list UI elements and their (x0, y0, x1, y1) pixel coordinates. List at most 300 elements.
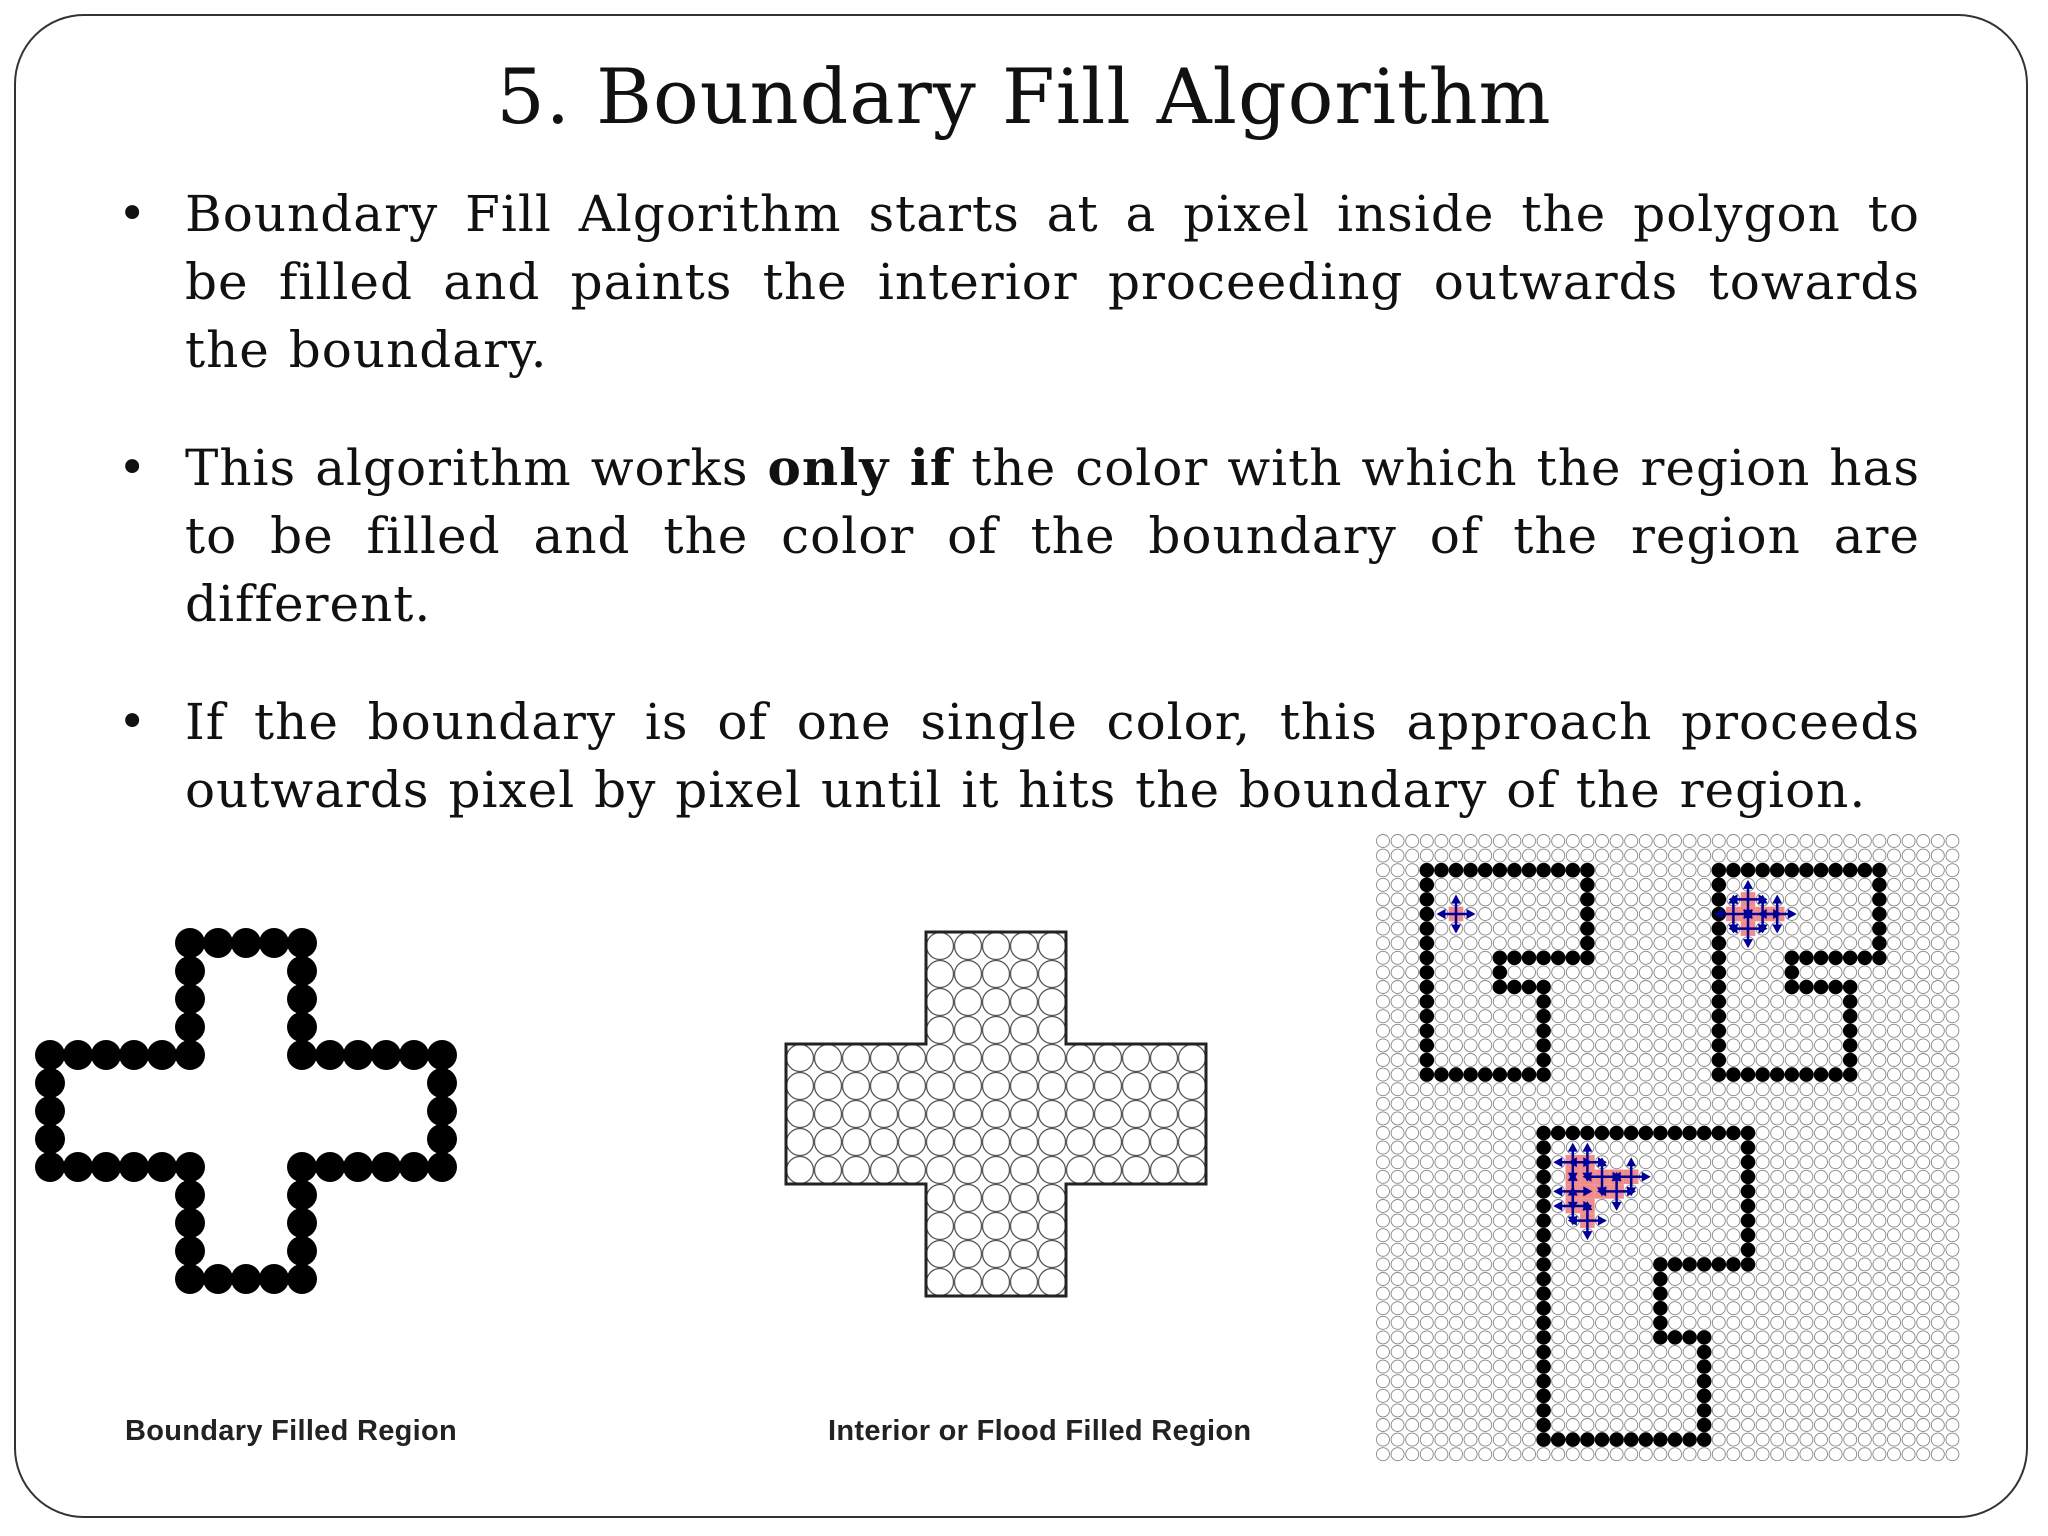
grid-empty-circle (1450, 1448, 1463, 1461)
grid-empty-circle (1712, 1419, 1725, 1432)
grid-empty-circle (1829, 1112, 1842, 1125)
grid-empty-circle (1669, 995, 1682, 1008)
grid-boundary-dot (1828, 980, 1843, 995)
grid-boundary-dot (1420, 1024, 1435, 1039)
flood-circle (1095, 1101, 1122, 1128)
grid-empty-circle (1377, 1331, 1390, 1344)
grid-empty-circle (1858, 1054, 1871, 1067)
grid-empty-circle (1596, 1229, 1609, 1242)
grid-empty-circle (1596, 1360, 1609, 1373)
grid-empty-circle (1669, 1200, 1682, 1213)
grid-empty-circle (1669, 951, 1682, 964)
grid-empty-circle (1406, 1112, 1419, 1125)
grid-empty-circle (1946, 1010, 1959, 1023)
grid-empty-circle (1785, 1258, 1798, 1271)
flood-circle (787, 1129, 814, 1156)
grid-empty-circle (1931, 966, 1944, 979)
grid-empty-circle (1639, 981, 1652, 994)
grid-empty-circle (1596, 981, 1609, 994)
flood-circle (1151, 1129, 1178, 1156)
grid-empty-circle (1625, 1404, 1638, 1417)
grid-empty-circle (1844, 1360, 1857, 1373)
grid-empty-circle (1931, 1010, 1944, 1023)
grid-empty-circle (1639, 1302, 1652, 1315)
grid-empty-circle (1435, 1054, 1448, 1067)
grid-empty-circle (1931, 1243, 1944, 1256)
grid-empty-circle (1537, 849, 1550, 862)
grid-empty-circle (1742, 1360, 1755, 1373)
arrow-head (1467, 909, 1476, 919)
flood-circle (1039, 989, 1066, 1016)
grid-empty-circle (1829, 1024, 1842, 1037)
grid-empty-circle (1377, 1054, 1390, 1067)
grid-empty-circle (1815, 1127, 1828, 1140)
flood-circle (927, 989, 954, 1016)
grid-empty-circle (1610, 1083, 1623, 1096)
grid-empty-circle (1391, 1375, 1404, 1388)
flood-circle (1011, 933, 1038, 960)
grid-empty-circle (1625, 1302, 1638, 1315)
grid-empty-circle (1391, 1170, 1404, 1183)
grid-empty-circle (1727, 966, 1740, 979)
grid-empty-circle (1829, 893, 1842, 906)
grid-empty-circle (1698, 1141, 1711, 1154)
flood-circle (983, 1269, 1010, 1296)
flood-circle (1011, 1241, 1038, 1268)
grid-empty-circle (1639, 908, 1652, 921)
grid-empty-circle (1523, 1243, 1536, 1256)
grid-boundary-dot (1712, 1053, 1727, 1068)
grid-boundary-dot (1872, 907, 1887, 922)
grid-boundary-dot (1536, 994, 1551, 1009)
flood-circle (1011, 1073, 1038, 1100)
grid-empty-circle (1581, 1258, 1594, 1271)
grid-empty-circle (1450, 1389, 1463, 1402)
grid-empty-circle (1479, 1273, 1492, 1286)
grid-empty-circle (1450, 1302, 1463, 1315)
grid-empty-circle (1639, 1360, 1652, 1373)
flood-circle (871, 1073, 898, 1100)
grid-empty-circle (1888, 1389, 1901, 1402)
grid-empty-circle (1435, 893, 1448, 906)
grid-empty-circle (1625, 1419, 1638, 1432)
grid-empty-circle (1931, 1419, 1944, 1432)
grid-empty-circle (1829, 1375, 1842, 1388)
grid-empty-circle (1946, 1083, 1959, 1096)
grid-empty-circle (1858, 1346, 1871, 1359)
grid-empty-circle (1844, 1214, 1857, 1227)
grid-empty-circle (1596, 1010, 1609, 1023)
grid-empty-circle (1815, 1141, 1828, 1154)
grid-empty-circle (1625, 1448, 1638, 1461)
bullet-text: If the boundary is of one single color, this approach proceeds outwards pixel by pixel until it hits the boundary of the region. (185, 693, 1920, 819)
grid-empty-circle (1610, 1316, 1623, 1329)
grid-empty-circle (1596, 1200, 1609, 1213)
grid-empty-circle (1712, 1346, 1725, 1359)
grid-empty-circle (1377, 1360, 1390, 1373)
grid-empty-circle (1902, 1010, 1915, 1023)
grid-empty-circle (1493, 1243, 1506, 1256)
grid-boundary-dot (1551, 1126, 1566, 1141)
grid-empty-circle (1669, 908, 1682, 921)
grid-empty-circle (1712, 1185, 1725, 1198)
grid-empty-circle (1464, 1316, 1477, 1329)
grid-empty-circle (1683, 849, 1696, 862)
grid-empty-circle (1829, 1316, 1842, 1329)
grid-empty-circle (1771, 1331, 1784, 1344)
grid-empty-circle (1377, 1170, 1390, 1183)
grid-empty-circle (1654, 849, 1667, 862)
grid-empty-circle (1479, 1024, 1492, 1037)
grid-empty-circle (1917, 849, 1930, 862)
grid-empty-circle (1435, 1024, 1448, 1037)
grid-empty-circle (1391, 1360, 1404, 1373)
grid-empty-circle (1800, 1229, 1813, 1242)
grid-empty-circle (1493, 1389, 1506, 1402)
grid-empty-circle (1815, 1346, 1828, 1359)
grid-empty-circle (1946, 1214, 1959, 1227)
grid-empty-circle (1654, 1360, 1667, 1373)
grid-empty-circle (1844, 1097, 1857, 1110)
grid-boundary-dot (1536, 1272, 1551, 1287)
grid-boundary-dot (1580, 907, 1595, 922)
grid-empty-circle (1844, 1112, 1857, 1125)
flood-circle (955, 1045, 982, 1072)
grid-empty-circle (1683, 1200, 1696, 1213)
grid-boundary-dot (1536, 980, 1551, 995)
grid-empty-circle (1771, 981, 1784, 994)
grid-empty-circle (1946, 1170, 1959, 1183)
grid-empty-circle (1377, 1389, 1390, 1402)
grid-empty-circle (1508, 1419, 1521, 1432)
grid-empty-circle (1596, 893, 1609, 906)
grid-empty-circle (1537, 1448, 1550, 1461)
grid-boundary-dot (1536, 1359, 1551, 1374)
grid-empty-circle (1931, 1302, 1944, 1315)
flood-circle (787, 1073, 814, 1100)
grid-empty-circle (1537, 922, 1550, 935)
grid-empty-circle (1610, 1389, 1623, 1402)
grid-boundary-dot (1814, 980, 1829, 995)
grid-empty-circle (1727, 1112, 1740, 1125)
grid-empty-circle (1566, 908, 1579, 921)
grid-empty-circle (1406, 937, 1419, 950)
grid-empty-circle (1493, 1316, 1506, 1329)
grid-empty-circle (1377, 1258, 1390, 1271)
grid-empty-circle (1756, 1346, 1769, 1359)
grid-empty-circle (1829, 1404, 1842, 1417)
grid-empty-circle (1391, 1097, 1404, 1110)
grid-empty-circle (1391, 1316, 1404, 1329)
grid-empty-circle (1391, 1448, 1404, 1461)
grid-empty-circle (1771, 1243, 1784, 1256)
grid-empty-circle (1420, 1112, 1433, 1125)
grid-empty-circle (1888, 908, 1901, 921)
grid-empty-circle (1523, 1156, 1536, 1169)
grid-empty-circle (1479, 995, 1492, 1008)
grid-boundary-dot (1536, 1286, 1551, 1301)
grid-empty-circle (1479, 981, 1492, 994)
grid-empty-circle (1902, 1433, 1915, 1446)
grid-empty-circle (1581, 1243, 1594, 1256)
boundary-dot (287, 1040, 317, 1070)
flood-circle (927, 1213, 954, 1240)
grid-empty-circle (1785, 1316, 1798, 1329)
grid-empty-circle (1815, 1039, 1828, 1052)
flood-circle (1095, 1045, 1122, 1072)
grid-empty-circle (1508, 1331, 1521, 1344)
grid-empty-circle (1450, 1331, 1463, 1344)
grid-empty-circle (1596, 835, 1609, 848)
grid-empty-circle (1464, 937, 1477, 950)
grid-boundary-dot (1668, 1257, 1683, 1272)
grid-empty-circle (1669, 835, 1682, 848)
grid-empty-circle (1698, 1039, 1711, 1052)
grid-empty-circle (1888, 937, 1901, 950)
grid-empty-circle (1377, 1010, 1390, 1023)
grid-empty-circle (1815, 1170, 1828, 1183)
flood-circle (871, 1157, 898, 1184)
grid-empty-circle (1639, 1185, 1652, 1198)
grid-empty-circle (1450, 966, 1463, 979)
flood-circle (899, 1045, 926, 1072)
grid-empty-circle (1902, 1331, 1915, 1344)
grid-empty-circle (1523, 1185, 1536, 1198)
grid-empty-circle (1552, 966, 1565, 979)
flood-circle (983, 1073, 1010, 1100)
bullet-dot: • (118, 694, 147, 750)
grid-boundary-dot (1551, 1432, 1566, 1447)
grid-empty-circle (1479, 1214, 1492, 1227)
grid-empty-circle (1391, 1258, 1404, 1271)
grid-empty-circle (1377, 1273, 1390, 1286)
grid-empty-circle (1523, 1258, 1536, 1271)
grid-empty-circle (1771, 1346, 1784, 1359)
grid-empty-circle (1406, 1243, 1419, 1256)
grid-empty-circle (1464, 1360, 1477, 1373)
grid-empty-circle (1537, 1112, 1550, 1125)
grid-empty-circle (1435, 1156, 1448, 1169)
grid-boundary-dot (1536, 1024, 1551, 1039)
grid-empty-circle (1523, 1433, 1536, 1446)
flood-circle (983, 989, 1010, 1016)
grid-boundary-dot (1682, 1126, 1697, 1141)
grid-empty-circle (1844, 1170, 1857, 1183)
grid-empty-circle (1785, 995, 1798, 1008)
grid-empty-circle (1479, 878, 1492, 891)
grid-empty-circle (1771, 1375, 1784, 1388)
grid-empty-circle (1391, 922, 1404, 935)
grid-empty-circle (1917, 1200, 1930, 1213)
grid-empty-circle (1552, 1404, 1565, 1417)
grid-empty-circle (1464, 835, 1477, 848)
grid-empty-circle (1917, 1360, 1930, 1373)
grid-empty-circle (1391, 1039, 1404, 1052)
flood-circle (1095, 1073, 1122, 1100)
grid-empty-circle (1800, 1083, 1813, 1096)
grid-empty-circle (1902, 1389, 1915, 1402)
grid-boundary-dot (1507, 980, 1522, 995)
grid-empty-circle (1946, 922, 1959, 935)
grid-empty-circle (1946, 893, 1959, 906)
grid-empty-circle (1493, 1404, 1506, 1417)
grid-empty-circle (1873, 1229, 1886, 1242)
grid-empty-circle (1727, 995, 1740, 1008)
grid-empty-circle (1727, 1346, 1740, 1359)
grid-empty-circle (1946, 1068, 1959, 1081)
grid-empty-circle (1552, 995, 1565, 1008)
grid-empty-circle (1552, 1112, 1565, 1125)
grid-empty-circle (1669, 1068, 1682, 1081)
grid-empty-circle (1508, 1039, 1521, 1052)
grid-empty-circle (1785, 1433, 1798, 1446)
grid-empty-circle (1508, 1302, 1521, 1315)
grid-empty-circle (1888, 864, 1901, 877)
grid-empty-circle (1815, 966, 1828, 979)
grid-boundary-dot (1843, 863, 1858, 878)
grid-empty-circle (1800, 1054, 1813, 1067)
grid-empty-circle (1625, 1141, 1638, 1154)
grid-empty-circle (1596, 1054, 1609, 1067)
grid-empty-circle (1756, 966, 1769, 979)
grid-empty-circle (1610, 1448, 1623, 1461)
grid-empty-circle (1391, 1346, 1404, 1359)
grid-boundary-dot (1478, 863, 1493, 878)
grid-empty-circle (1756, 1287, 1769, 1300)
grid-empty-circle (1639, 922, 1652, 935)
grid-boundary-dot (1741, 1243, 1756, 1258)
grid-boundary-dot (1653, 1257, 1668, 1272)
grid-empty-circle (1654, 1404, 1667, 1417)
grid-empty-circle (1479, 1316, 1492, 1329)
grid-empty-circle (1406, 1389, 1419, 1402)
grid-empty-circle (1742, 1083, 1755, 1096)
grid-empty-circle (1669, 1316, 1682, 1329)
grid-boundary-dot (1799, 951, 1814, 966)
grid-empty-circle (1917, 1258, 1930, 1271)
grid-empty-circle (1858, 1097, 1871, 1110)
grid-empty-circle (1537, 878, 1550, 891)
grid-boundary-dot (1697, 1330, 1712, 1345)
grid-empty-circle (1406, 1185, 1419, 1198)
grid-empty-circle (1917, 922, 1930, 935)
grid-boundary-dot (1536, 1330, 1551, 1345)
grid-empty-circle (1479, 835, 1492, 848)
arrow-head (1582, 1143, 1592, 1152)
grid-empty-circle (1698, 1287, 1711, 1300)
grid-empty-circle (1742, 849, 1755, 862)
grid-empty-circle (1508, 1141, 1521, 1154)
grid-empty-circle (1508, 1054, 1521, 1067)
grid-empty-circle (1785, 1054, 1798, 1067)
boundary-dot (427, 1152, 457, 1182)
boundary-dot (427, 1124, 457, 1154)
grid-boundary-dot (1785, 965, 1800, 980)
grid-empty-circle (1420, 1404, 1433, 1417)
grid-empty-circle (1683, 1419, 1696, 1432)
grid-empty-circle (1654, 1214, 1667, 1227)
grid-empty-circle (1566, 849, 1579, 862)
grid-empty-circle (1771, 1389, 1784, 1402)
grid-empty-circle (1552, 1010, 1565, 1023)
grid-empty-circle (1566, 1054, 1579, 1067)
grid-empty-circle (1639, 1287, 1652, 1300)
grid-empty-circle (1858, 981, 1871, 994)
grid-boundary-dot (1580, 951, 1595, 966)
grid-empty-circle (1888, 1419, 1901, 1432)
grid-empty-circle (1829, 878, 1842, 891)
grid-empty-circle (1654, 1170, 1667, 1183)
grid-empty-circle (1435, 835, 1448, 848)
grid-empty-circle (1464, 1302, 1477, 1315)
grid-empty-circle (1946, 1141, 1959, 1154)
flood-circle (871, 1129, 898, 1156)
grid-empty-circle (1785, 1346, 1798, 1359)
grid-empty-circle (1493, 1112, 1506, 1125)
grid-empty-circle (1493, 937, 1506, 950)
boundary-dot (399, 1040, 429, 1070)
grid-empty-circle (1654, 1185, 1667, 1198)
grid-empty-circle (1639, 1054, 1652, 1067)
grid-empty-circle (1377, 951, 1390, 964)
grid-empty-circle (1727, 1404, 1740, 1417)
grid-boundary-dot (1814, 863, 1829, 878)
grid-boundary-dot (1755, 863, 1770, 878)
boundary-dot (287, 1012, 317, 1042)
grid-empty-circle (1391, 951, 1404, 964)
grid-boundary-dot (1595, 1432, 1610, 1447)
grid-empty-circle (1873, 1127, 1886, 1140)
grid-boundary-dot (1828, 1067, 1843, 1082)
grid-empty-circle (1712, 1302, 1725, 1315)
grid-empty-circle (1698, 1024, 1711, 1037)
grid-empty-circle (1493, 1229, 1506, 1242)
grid-empty-circle (1450, 1200, 1463, 1213)
arrow-head (1612, 1202, 1622, 1211)
flood-circle (927, 1269, 954, 1296)
grid-empty-circle (1523, 1346, 1536, 1359)
grid-empty-circle (1727, 1243, 1740, 1256)
flood-circle (871, 1045, 898, 1072)
grid-empty-circle (1552, 1331, 1565, 1344)
grid-boundary-dot (1653, 1272, 1668, 1287)
grid-boundary-dot (1755, 1067, 1770, 1082)
grid-empty-circle (1756, 1214, 1769, 1227)
grid-boundary-dot (1668, 1126, 1683, 1141)
grid-empty-circle (1727, 1273, 1740, 1286)
grid-empty-circle (1552, 1448, 1565, 1461)
flood-circle (955, 1157, 982, 1184)
grid-empty-circle (1771, 1448, 1784, 1461)
grid-empty-circle (1508, 1229, 1521, 1242)
grid-empty-circle (1391, 1229, 1404, 1242)
grid-empty-circle (1406, 1039, 1419, 1052)
grid-boundary-dot (1828, 951, 1843, 966)
grid-empty-circle (1727, 1448, 1740, 1461)
grid-empty-circle (1420, 1156, 1433, 1169)
flood-circle (1039, 1157, 1066, 1184)
flood-circle (1095, 1129, 1122, 1156)
grid-empty-circle (1858, 1389, 1871, 1402)
grid-empty-circle (1888, 1097, 1901, 1110)
grid-empty-circle (1523, 1287, 1536, 1300)
grid-empty-circle (1917, 1156, 1930, 1169)
bullet-dot: • (118, 440, 147, 496)
grid-empty-circle (1829, 908, 1842, 921)
grid-empty-circle (1639, 849, 1652, 862)
grid-boundary-dot (1653, 1301, 1668, 1316)
grid-empty-circle (1566, 1346, 1579, 1359)
